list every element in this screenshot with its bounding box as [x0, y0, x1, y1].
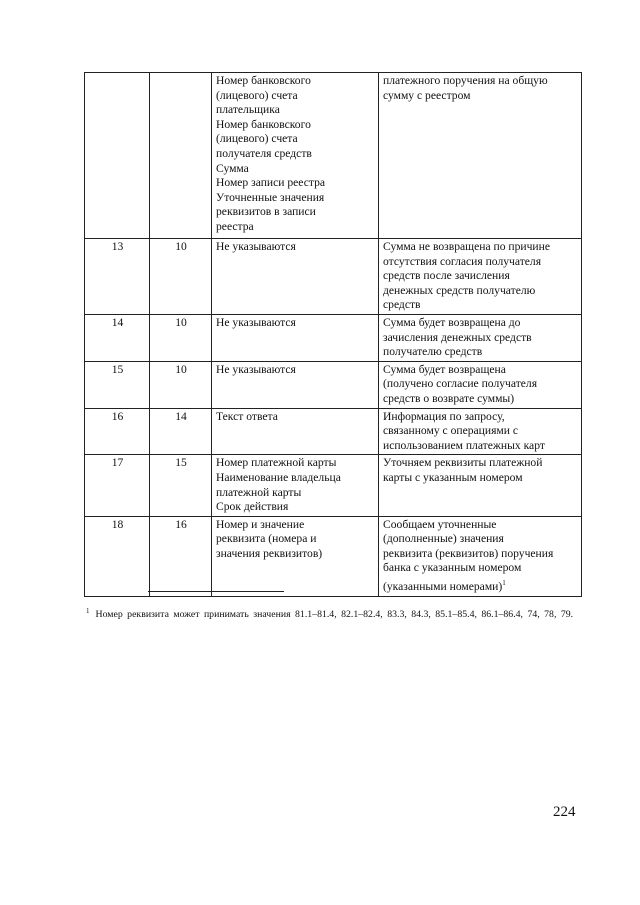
cell-field: 10 — [150, 239, 212, 315]
cell-field: 15 — [150, 455, 212, 516]
cell-field: 14 — [150, 408, 212, 455]
cell-code: 18 — [85, 516, 150, 596]
cell-meaning: Сумма будет возвращена (получено согласие получателя средств о возврате суммы) — [379, 361, 582, 408]
cell-meaning: Сумма будет возвращена до зачисления денежных средств получателю средств — [379, 314, 582, 361]
cell-details: Не указываются — [212, 314, 379, 361]
cell-meaning: Уточняем реквизиты платежной карты с указанным номером — [379, 455, 582, 516]
table-row — [85, 455, 582, 516]
footnote-mark: 1 — [86, 607, 90, 615]
cell-details: Не указываются — [212, 361, 379, 408]
footnote-reference-mark: 1 — [502, 579, 506, 588]
cell-details: Номер банковского (лицевого) счета плательщика Номер банковского (лицевого) счета получателя средств Сумма Номер записи реестра Уточненные значения реквизитов в записи реестра — [212, 73, 379, 239]
cell-code: 17 — [85, 455, 150, 516]
cell-details: Номер и значение реквизита (номера и значения реквизитов) — [212, 516, 379, 596]
requisites-table — [84, 72, 582, 597]
table-row-continuation — [85, 73, 582, 239]
footnote-separator — [148, 591, 284, 592]
table-row — [85, 314, 582, 361]
table-row — [85, 239, 582, 315]
footnote — [86, 603, 583, 623]
cell-details: Не указываются — [212, 239, 379, 315]
footnote-text: Номер реквизита может принимать значения 81.1–81.4, 82.1–82.4, 83.3, 84.3, 85.1–85.4, 86.1–86.4, 74, 78, 79. — [95, 609, 574, 620]
cell-col1 — [85, 73, 150, 239]
page-number: 224 — [553, 804, 576, 820]
cell-meaning: платежного поручения на общую сумму с реестром — [379, 73, 582, 239]
cell-code: 16 — [85, 408, 150, 455]
cell-meaning: Сумма не возвращена по причине отсутствия согласия получателя средств после зачисления денежных средств получателю средств — [379, 239, 582, 315]
cell-field: 16 — [150, 516, 212, 596]
table-row — [85, 361, 582, 408]
table-row — [85, 516, 582, 596]
cell-col2 — [150, 73, 212, 239]
meaning-text: Сообщаем уточненные (дополненные) значения реквизита (реквизитов) поручения банка с указанным номером (указанными номерами) — [383, 517, 554, 594]
table-row — [85, 408, 582, 455]
cell-code: 13 — [85, 239, 150, 315]
cell-code: 15 — [85, 361, 150, 408]
cell-field: 10 — [150, 361, 212, 408]
cell-meaning: Информация по запросу, связанному с операциями с использованием платежных карт — [379, 408, 582, 455]
cell-meaning — [379, 516, 582, 596]
cell-details: Номер платежной карты Наименование владельца платежной карты Срок действия — [212, 455, 379, 516]
cell-code: 14 — [85, 314, 150, 361]
cell-details: Текст ответа — [212, 408, 379, 455]
cell-field: 10 — [150, 314, 212, 361]
